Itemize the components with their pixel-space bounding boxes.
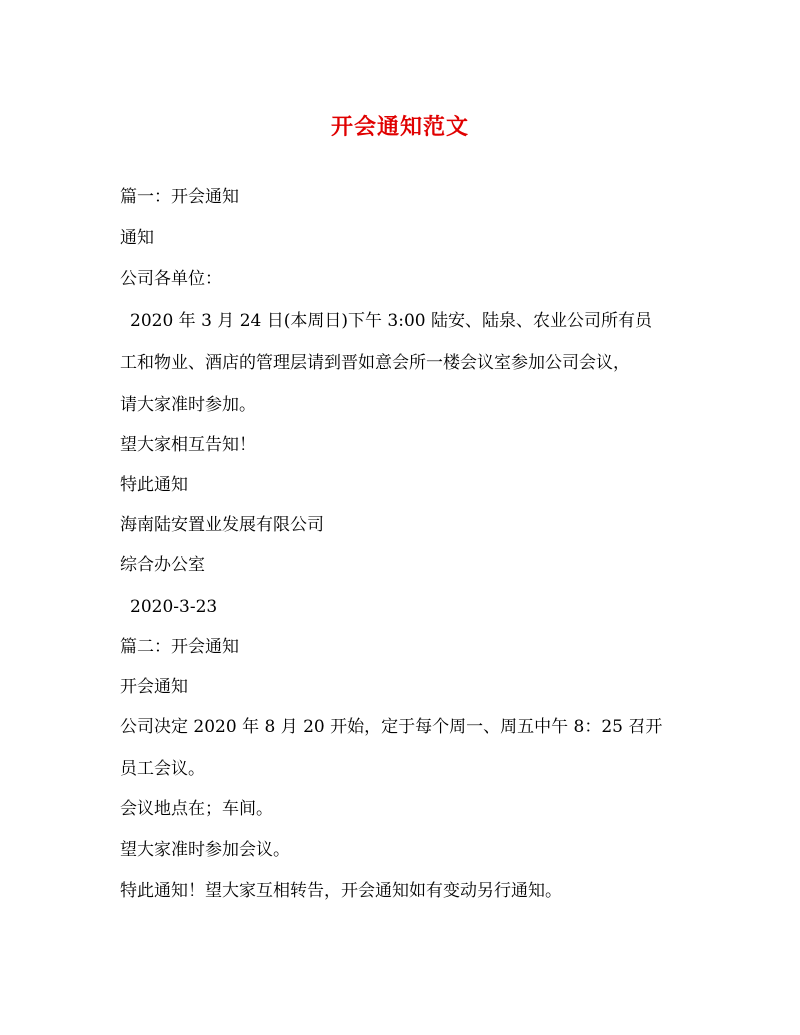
section2-body-line1: 公司决定 2020 年 8 月 20 开始，定于每个周一、周五中午 8：25 召开	[120, 717, 663, 737]
section1-department: 综合办公室	[120, 555, 205, 575]
section1-heading: 篇一：开会通知	[120, 187, 239, 207]
section1-salutation: 公司各单位：	[120, 269, 222, 289]
section2-label: 开会通知	[120, 677, 188, 697]
section1-body-line1: 2020 年 3 月 24 日(本周日)下午 3:00 陆安、陆泉、农业公司所有员	[130, 311, 652, 331]
section1-label: 通知	[120, 228, 154, 248]
section2-body-line2: 员工会议。	[120, 759, 205, 779]
section1-body-line3: 请大家准时参加。	[120, 395, 256, 415]
section2-heading: 篇二：开会通知	[120, 637, 239, 657]
document-title: 开会通知范文	[330, 114, 469, 140]
section1-reminder: 望大家相互告知！	[120, 435, 256, 455]
section1-body-line2: 工和物业、酒店的管理层请到晋如意会所一楼会议室参加公司会议，	[120, 353, 630, 373]
section2-closing: 特此通知！望大家互相转告，开会通知如有变动另行通知。	[120, 881, 562, 901]
section1-company: 海南陆安置业发展有限公司	[120, 515, 324, 535]
section2-location: 会议地点在；车间。	[120, 799, 273, 819]
section2-reminder: 望大家准时参加会议。	[120, 840, 290, 860]
section1-closing: 特此通知	[120, 475, 188, 495]
section1-date: 2020-3-23	[130, 597, 218, 617]
